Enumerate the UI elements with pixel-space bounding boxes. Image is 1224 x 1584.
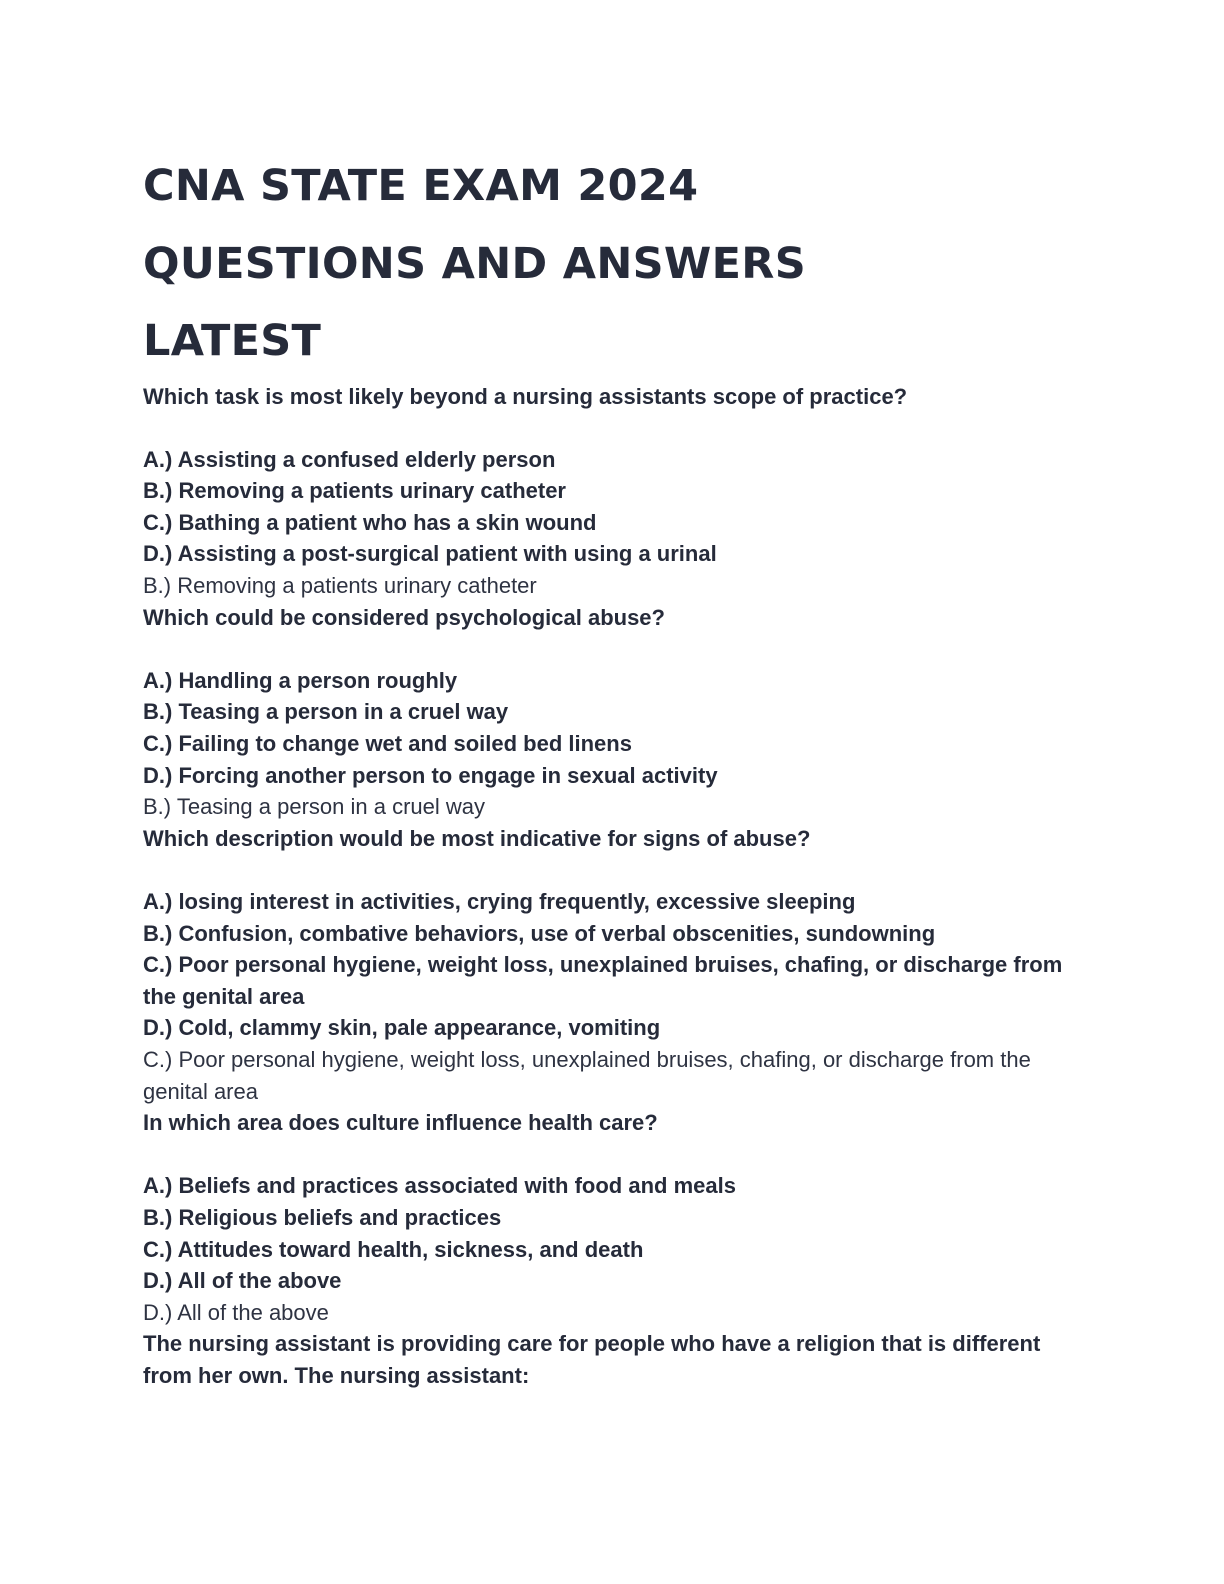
answer-option: D.) Forcing another person to engage in sexual activity [143,762,718,788]
correct-answer: C.) Poor personal hygiene, weight loss, unexplained bruises, chafing, or discharge from the genital area [143,1046,1031,1104]
answer-option: A.) losing interest in activities, crying frequently, excessive sleeping [143,889,856,914]
question-block [143,602,1083,823]
answer-option: A.) Handling a person roughly [143,667,458,693]
document-title [143,148,1083,381]
answer-option: D.) Assisting a post-surgical patient with using a urinal [143,541,717,567]
question-text: Which could be considered psychological abuse? [143,604,665,630]
title-line: LATEST [143,316,322,366]
answer-option: A.) Assisting a confused elderly person [143,446,556,472]
correct-answer: B.) Teasing a person in a cruel way [143,794,485,820]
answer-option: C.) Failing to change wet and soiled bed linens [143,731,632,757]
answer-option: C.) Attitudes toward health, sickness, and death [143,1236,644,1262]
question-text: The nursing assistant is providing care for people who have a religion that is different from her own. The nursing assistant: [143,1331,1041,1388]
question-block [143,823,1083,1107]
answer-option: B.) Confusion, combative behaviors, use of verbal obscenities, sundowning [143,920,936,946]
correct-answer: D.) All of the above [143,1299,329,1325]
question-block [143,381,1083,602]
answer-option: A.) Beliefs and practices associated with food and meals [143,1173,736,1199]
answer-option: B.) Removing a patients urinary catheter [143,478,566,504]
question-block [143,1328,1083,1391]
question-text: Which task is most likely beyond a nursing assistants scope of practice? [143,383,908,409]
question-text: Which description would be most indicative for signs of abuse? [143,825,811,851]
question-block [143,1107,1083,1328]
answer-option: C.) Poor personal hygiene, weight loss, unexplained bruises, chafing, or discharge from the genital area [143,952,1063,1009]
title-line: QUESTIONS AND ANSWERS [143,238,806,289]
answer-option: D.) All of the above [143,1268,342,1294]
answer-option: B.) Teasing a person in a cruel way [143,699,509,725]
document-page [143,148,1083,1392]
answer-option: B.) Religious beliefs and practices [143,1204,502,1230]
correct-answer: B.) Removing a patients urinary catheter [143,573,537,599]
answer-option: C.) Bathing a patient who has a skin wound [143,509,597,535]
title-line: CNA STATE EXAM 2024 [143,161,699,211]
answer-option: D.) Cold, clammy skin, pale appearance, vomiting [143,1015,661,1041]
question-text: In which area does culture influence health care? [143,1110,658,1136]
